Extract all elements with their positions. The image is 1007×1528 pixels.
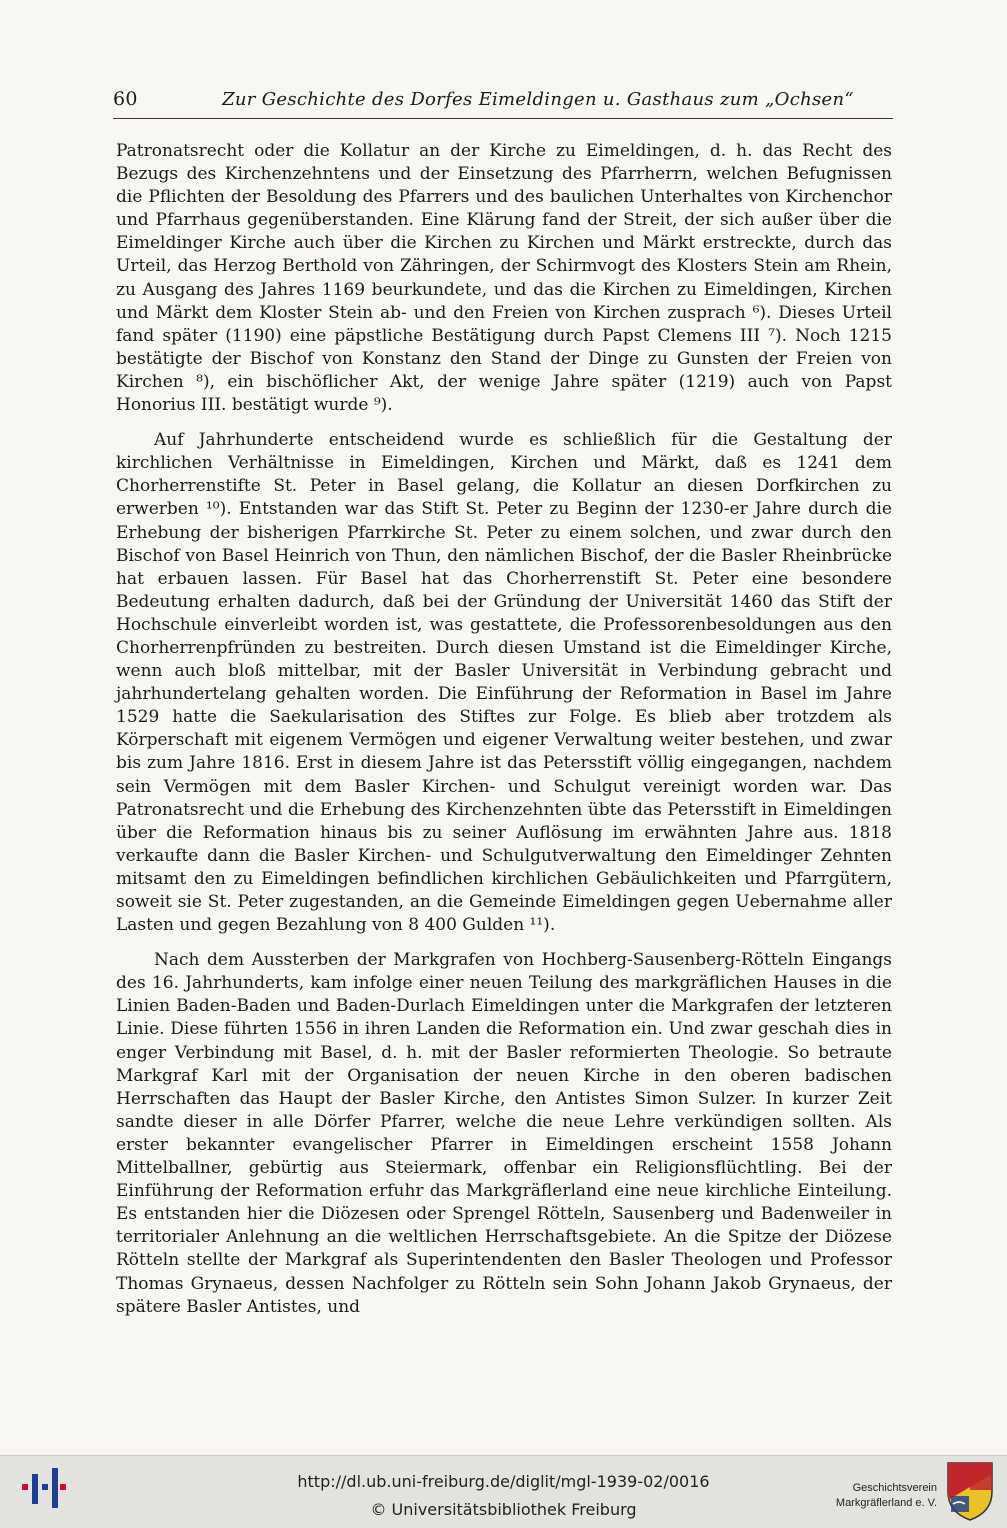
society-line-1: Geschichtsverein — [852, 1482, 937, 1494]
copyright-text: © Universitätsbibliothek Freiburg — [370, 1500, 637, 1519]
paragraph-1: Patronatsrecht oder die Kollatur an der Kirche zu Eimeldingen, d. h. das Recht des Bezugs des Kirchenzehntens und der Einsetzung des Pfarrherrn, welchen Befugnissen die Pflichten der Besoldung des Pfarrers und des baulichen Unterhaltes von Kirchenchor und Pfarrhaus gegenüberstanden. Eine Klärung fand der Streit, der sich außer über die Eimeldinger Kirche auch über die Kirchen zu Kirchen und Märkt erstreckte, durch das Urteil, das Herzog Berthold von Zähringen, der Schirmvogt des Klosters Stein am Rhein, zu Ausgang des Jahres 1169 beurkundete, und das die Kirchen zu Eimeldingen, Kirchen und Märkt dem Kloster Stein ab- und den Freien von Kirchen zusprach ⁶). Dieses Urteil fand später (1190) eine päpstliche Bestätigung durch Papst Clemens III ⁷). Noch 1215 bestätigte der Bischof von Konstanz den Stand der Dinge zu Gunsten der Freien von Kirchen ⁸), ein bischöflicher Akt, der wenige Jahre später (1219) auch von Papst Honorius III. bestätigt wurde ⁹). — [116, 141, 892, 416]
paragraph-2: Auf Jahrhunderte entscheidend wurde es schließlich für die Gestaltung der kirchlichen Verhältnisse in Eimeldingen, Kirchen und Märkt, daß es 1241 dem Chorherrenstifte St. Peter in Basel gelang, die Kollatur an diesen Dorfkirchen zu erwerben ¹⁰). Entstanden war das Stift St. Peter zu Beginn der 1230-er Jahre durch die Erhebung der bisherigen Pfarrkirche St. Peter zu einem solchen, und zwar durch den Bischof von Basel Heinrich von Thun, den nämlichen Bischof, der die Basler Rheinbrücke hat erbauen lassen. Für Basel hat das Chorherrenstift St. Peter eine besondere Bedeutung erhalten dadurch, daß bei der Gründung der Universität 1460 das Stift der Hochschule einverleibt worden ist, was gestattete, die Professorenbesoldungen aus den Chorherrenpfründen zu bestreiten. Durch diesen Umstand ist die Eimeldinger Kirche, wenn auch bloß mittelbar, mit der Basler Universität in Verbindung gebracht und jahrhundertelang gehalten worden. Die Einführung der Reformation in Basel im Jahre 1529 hatte die Saekularisation des Stiftes zur Folge. Es blieb aber trotzdem als Körperschaft mit eigenem Vermögen und eigener Verwaltung weiter bestehen, und zwar bis zum Jahre 1816. Erst in diesem Jahre ist das Petersstift völlig eingegangen, nachdem sein Vermögen mit dem Basler Kirchen- und Schulgut vereinigt worden war. Das Patronatsrecht und die Erhebung des Kirchenzehnten übte das Petersstift in Eimeldingen über die Reformation hinaus bis zu seiner Auflösung im erwähnten Jahre aus. 1818 verkaufte dann die Basler Kirchen- und Schulgutverwaltung den Eimeldinger Zehnten mitsamt den zu Eimeldingen befindlichen kirchlichen Gebäulichkeiten und Pfarrgütern, soweit sie St. Peter zugestanden, an die Gemeinde Eimeldingen gegen Uebernahme aller Lasten und gegen Bezahlung von 8 400 Gulden ¹¹). — [116, 430, 892, 936]
society-line-2: Markgräflerland e. V. — [835, 1497, 937, 1509]
header-rule — [113, 118, 893, 119]
page-number: 60 — [113, 88, 138, 110]
society-name — [836, 1481, 937, 1511]
paragraph-3: Nach dem Aussterben der Markgrafen von Hochberg-Sausenberg-Rötteln Eingangs des 16. Jahrhunderts, kam infolge einer neuen Teilung des markgräflichen Hauses in die Linien Baden-Baden und Baden-Durlach Eimeldingen unter die Markgrafen der letzteren Linie. Diese führten 1556 in ihren Landen die Reformation ein. Und zwar geschah dies in enger Verbindung mit Basel, d. h. mit der Basler reformierten Theologie. So betraute Markgraf Karl mit der Organisation der neuen Kirche in den oberen badischen Herrschaften das Haupt der Basler Kirche, den Antistes Simon Sulzer. In kurzer Zeit sandte dieser in alle Dörfer Pfarrer, welche die neue Lehre verkündigen sollten. Als erster bekannter evangelischer Pfarrer in Eimeldingen erscheint 1558 Johann Mittelballner, gebürtig aus Steiermark, offenbar ein Religionsflüchtling. Bei der Einführung der Reformation erfuhr das Markgräflerland eine neue kirchliche Einteilung. Es entstanden hier die Diözesen oder Sprengel Rötteln, Sausenberg und Badenweiler in territorialer Anlehnung an die weltlichen Herrschaftsgebiete. An die Spitze der Diözese Rötteln stellte der Markgraf als Superintendenten den Basler Theologen und Professor Thomas Grynaeus, dessen Nachfolger zu Rötteln sein Sohn Johann Jakob Grynaeus, der spätere Basler Antistes, und — [116, 950, 892, 1317]
running-title: Zur Geschichte des Dorfes Eimeldingen u. Gasthaus zum „Ochsen“ — [222, 89, 854, 110]
coat-of-arms-icon[interactable] — [945, 1460, 995, 1522]
body-text — [116, 140, 892, 1319]
document-url-link[interactable]: http://dl.ub.uni-freiburg.de/diglit/mgl-1939-02/0016 — [297, 1472, 710, 1491]
page-header — [113, 88, 893, 110]
